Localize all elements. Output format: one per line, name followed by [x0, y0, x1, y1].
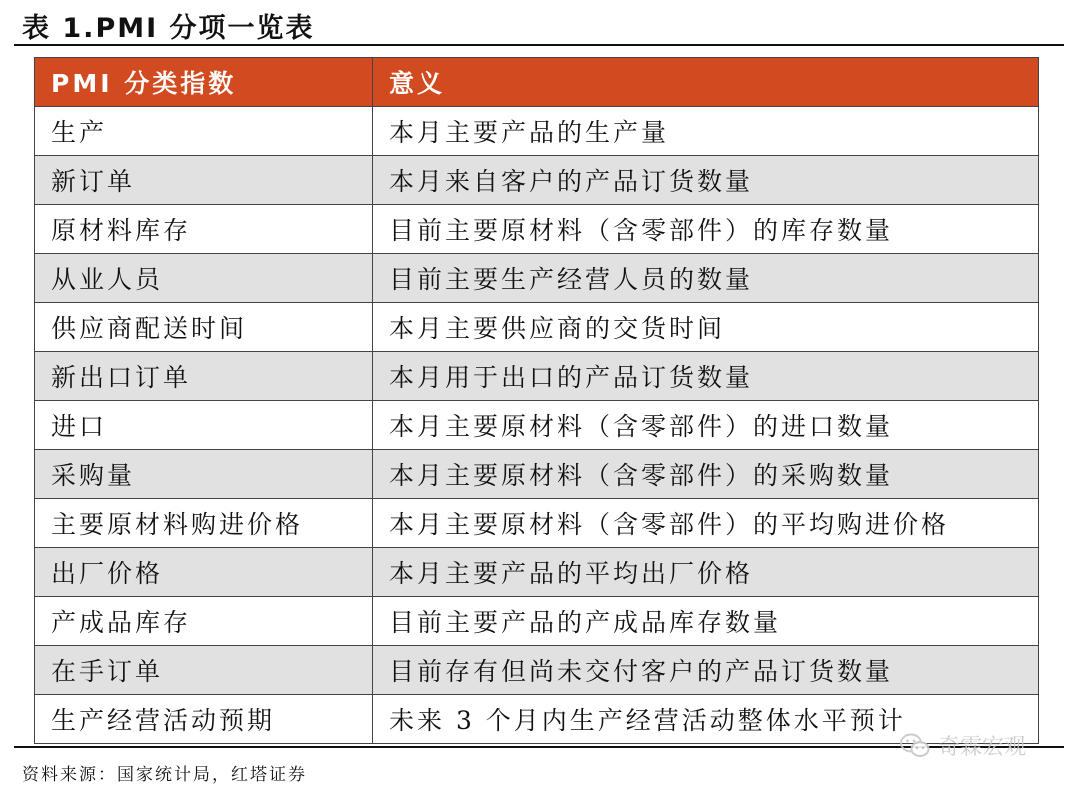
- watermark-text: 奇霖宏观: [938, 735, 1027, 760]
- category-cell: 供应商配送时间: [35, 303, 373, 352]
- meaning-cell: 本月主要原材料（含零部件）的采购数量: [373, 450, 1039, 499]
- category-cell: 生产经营活动预期: [35, 695, 373, 744]
- meaning-cell: 本月主要产品的生产量: [373, 107, 1039, 156]
- meaning-cell: 目前存有但尚未交付客户的产品订货数量: [373, 646, 1039, 695]
- header-cell-category: PMI 分类指数: [35, 58, 373, 107]
- category-cell: 生产: [35, 107, 373, 156]
- pmi-table: [34, 57, 1039, 744]
- meaning-cell: 本月用于出口的产品订货数量: [373, 352, 1039, 401]
- table-row: [35, 646, 1039, 695]
- category-cell: 采购量: [35, 450, 373, 499]
- meaning-cell: 目前主要原材料（含零部件）的库存数量: [373, 205, 1039, 254]
- category-cell: 在手订单: [35, 646, 373, 695]
- meaning-cell: 本月主要供应商的交货时间: [373, 303, 1039, 352]
- category-cell: 新出口订单: [35, 352, 373, 401]
- table-row: [35, 450, 1039, 499]
- table-row: [35, 695, 1039, 744]
- category-cell: 产成品库存: [35, 597, 373, 646]
- table-row: [35, 499, 1039, 548]
- wechat-icon: [900, 733, 930, 759]
- watermark: [900, 730, 1026, 761]
- table-row: [35, 205, 1039, 254]
- category-cell: 原材料库存: [35, 205, 373, 254]
- table-row: [35, 352, 1039, 401]
- table-row: [35, 597, 1039, 646]
- table-row: [35, 254, 1039, 303]
- table-row: [35, 107, 1039, 156]
- category-cell: 进口: [35, 401, 373, 450]
- meaning-cell: 本月主要原材料（含零部件）的平均购进价格: [373, 499, 1039, 548]
- header-row: [35, 58, 1039, 107]
- table-title: 表 1.PMI 分项一览表: [22, 13, 315, 44]
- meaning-cell: 未来 3 个月内生产经营活动整体水平预计: [373, 695, 1039, 744]
- meaning-cell: 本月主要产品的平均出厂价格: [373, 548, 1039, 597]
- category-cell: 出厂价格: [35, 548, 373, 597]
- source-note: 资料来源：国家统计局，红塔证券: [22, 765, 307, 785]
- meaning-cell: 目前主要产品的产成品库存数量: [373, 597, 1039, 646]
- table-row: [35, 303, 1039, 352]
- meaning-cell: 目前主要生产经营人员的数量: [373, 254, 1039, 303]
- header-cell-meaning: 意义: [373, 58, 1039, 107]
- meaning-cell: 本月来自客户的产品订货数量: [373, 156, 1039, 205]
- meaning-cell: 本月主要原材料（含零部件）的进口数量: [373, 401, 1039, 450]
- top-rule: [14, 44, 1064, 46]
- table-row: [35, 548, 1039, 597]
- category-cell: 新订单: [35, 156, 373, 205]
- table-row: [35, 156, 1039, 205]
- table-row: [35, 401, 1039, 450]
- category-cell: 主要原材料购进价格: [35, 499, 373, 548]
- category-cell: 从业人员: [35, 254, 373, 303]
